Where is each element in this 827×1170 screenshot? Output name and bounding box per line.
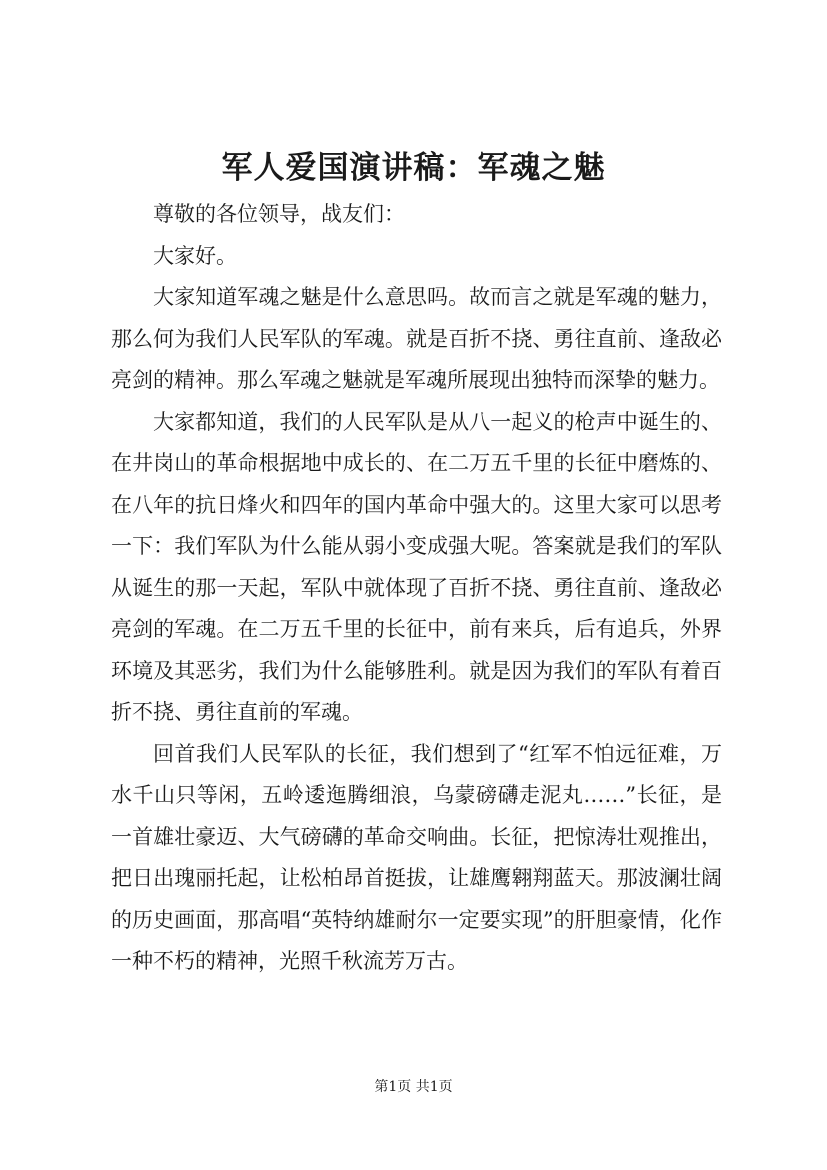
paragraph-salutation: 尊敬的各位领导，战友们： (153, 202, 405, 226)
paragraph-3: 回首我们人民军队的长征，我们想到了“红军不怕远征难，万水千山只等闲，五岭逶迤腾细浪，乌蒙磅礴走泥丸……”长征，是一首雄壮豪迈、大气磅礴的革命交响曲。长征，把惊涛壮观推出，把日出瑰丽托起，让松柏昂首挺拔，让雄鹰翱翔蓝天。那波澜壮阔的历史画面，那高唱“英特纳雄耐尔一定要实现”的肝胆豪情，化作一种不朽的精神，光照千秋流芳万古。 (111, 741, 722, 973)
document-body (111, 194, 722, 983)
document-title: 军人爱国演讲稿：军魂之魅 (221, 150, 606, 186)
paragraph-2: 大家都知道，我们的人民军队是从八一起义的枪声中诞生的、在井岗山的革命根据地中成长的、在二万五千里的长征中磨炼的、在八年的抗日烽火和四年的国内革命中强大的。这里大家可以思考一下：我们军队为什么能从弱小变成强大呢。答案就是我们的军队从诞生的那一天起，军队中就体现了百折不挠、勇往直前、逢敌必亮剑的军魂。在二万五千里的长征中，前有来兵，后有追兵，外界环境及其恶劣，我们为什么能够胜利。就是因为我们的军队有着百折不挠、勇往直前的军魂。 (111, 409, 722, 724)
paragraph-greeting: 大家好。 (153, 243, 237, 268)
page-footer: 第1页 共1页 (374, 1079, 453, 1095)
paragraph-1: 大家知道军魂之魅是什么意思吗。故而言之就是军魂的魅力，那么何为我们人民军队的军魂。就是百折不挠、勇往直前、逢敌必亮剑的精神。那么军魂之魅就是军魂所展现出独特而深挚的魅力。 (111, 285, 722, 392)
